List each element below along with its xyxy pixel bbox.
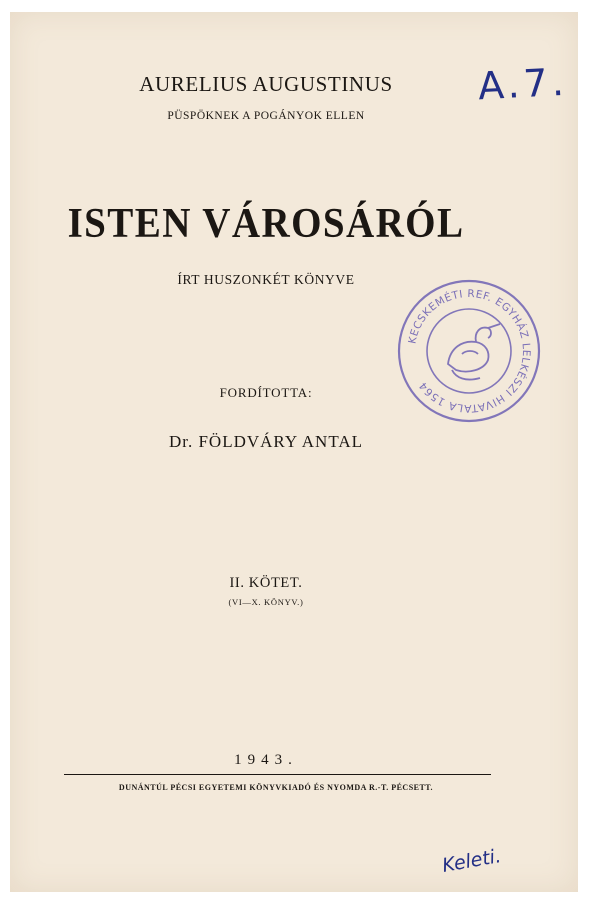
- book-subtitle: ÍRT HUSZONKÉT KÖNYVE: [177, 272, 355, 287]
- handwritten-signature: Keleti.: [440, 845, 503, 877]
- stamp-text: KECSKEMÉTI REF. EGYHÁZ LELKÉSZI HIVATALA 1564: [406, 287, 533, 415]
- library-stamp: [396, 278, 542, 424]
- book-title: ISTEN VÁROSÁRÓL: [67, 201, 465, 247]
- publication-year: 1943.: [234, 752, 298, 768]
- handwritten-shelfmark: A.7.: [476, 59, 569, 109]
- publisher-imprint: DUNÁNTÚL PÉCSI EGYETEMI KÖNYVKIADÓ ÉS NYOMDA R.-T. PÉCSETT.: [118, 783, 434, 792]
- author-subtitle: PÜSPÖKNEK A POGÁNYOK ELLEN: [167, 110, 365, 122]
- title-page: [10, 12, 578, 892]
- translated-by-label: FORDÍTOTTA:: [219, 385, 313, 400]
- volume-label: II. KÖTET.: [229, 575, 303, 591]
- author-name: AURELIUS AUGUSTINUS: [139, 72, 393, 96]
- pelican-emblem-icon: [448, 324, 500, 380]
- imprint-rule: [64, 774, 491, 775]
- translator-name: Dr. FÖLDVÁRY ANTAL: [168, 432, 364, 451]
- volume-books: (VI—X. KÖNYV.): [228, 597, 304, 607]
